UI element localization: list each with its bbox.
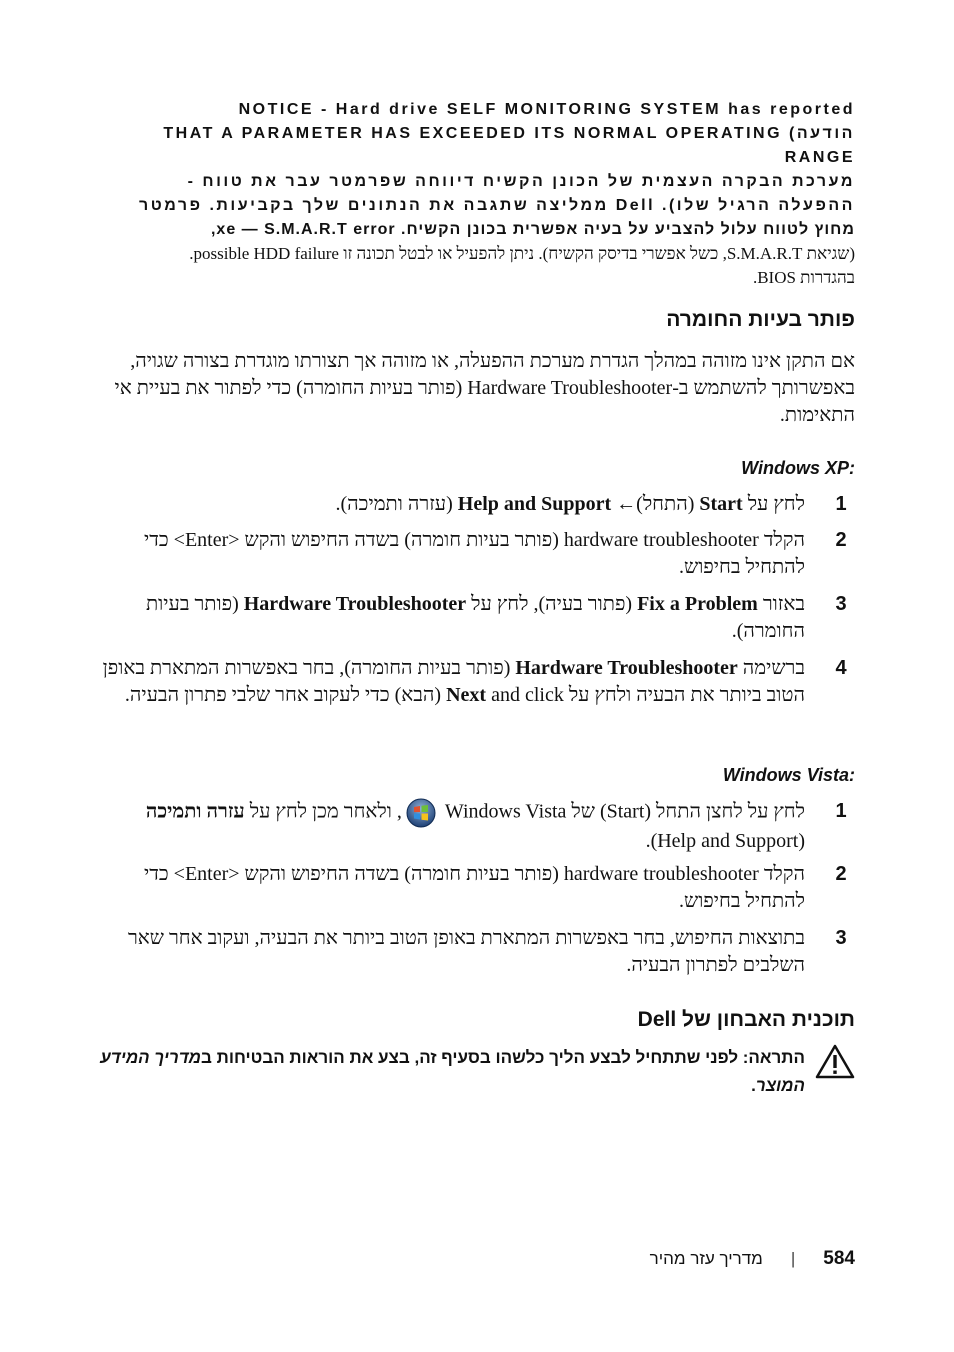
xp-step-1 — [98, 491, 855, 518]
hardware-troubleshooter-list-label: Hardware Troubleshooter — [515, 657, 738, 679]
step-text: לחץ על לחצן התחל (Start) של Windows Vista , ולאחר מכן לחץ על עזרה ותמיכה (Help and Support). — [98, 798, 805, 855]
caution-block — [98, 1044, 855, 1100]
step-text: הקלד hardware troubleshooter (פותר בעיות חומרה) בשדה החיפוש והקש <Enter> כדי להתחיל בחיפוש. — [144, 863, 805, 912]
vista-step-3 — [98, 925, 855, 979]
notice-block — [98, 98, 855, 290]
notice-line-5: מחוץ לטווח עלול להצביע על בעיה אפשרית בכונן הקשיח. xe — S.M.A.R.T error, — [210, 221, 855, 238]
step-number: 4 — [835, 657, 847, 679]
windows-vista-start-icon — [406, 798, 436, 828]
notice-line-1: NOTICE - Hard drive SELF MONITORING SYSTEM has reported — [238, 101, 855, 118]
help-support-label: Help and Support — [457, 493, 612, 515]
step-text: ברשימה Hardware Troubleshooter (פותר בעיות החומרה), בחר באפשרות המתארת באופן הטוב ביותר את הבעיה ולחץ על Next and click (הבא) כדי לעקוב אחר שלבי פתרון הבעיה. — [102, 657, 805, 706]
footer-separator: | — [790, 1249, 796, 1268]
hardware-troubleshooter-intro: אם התקן אינו מזוהה במהלך הגדרת מערכת ההפעלה, או מזוהה אך תצורתו מוגדרת בצורה שגויה, באפשרותך להשתמש ב-Hardware Troubleshooter (פותר בעיות החומרה) כדי לפתור את בעיית אי התאימות. — [114, 350, 855, 426]
step-text: באזור Fix a Problem (פתור בעיה), לחץ על Hardware Troubleshooter (פותר בעיות החומרה). — [145, 593, 805, 642]
guide-title: מדריך עזר מהיר — [649, 1249, 763, 1268]
step-text: לחץ על Start (התחל)← Help and Support (עזרה ותמיכה). — [335, 493, 805, 515]
notice-line-6: (שגיאת S.M.A.R.T, כשל אפשרי בדיסק הקשיח). ניתן להפעיל או לבטל תכונה זו possible HDD failure. — [189, 244, 855, 263]
hardware-troubleshooter-heading: פותר בעיות החומרה — [666, 308, 855, 331]
step-text: הקלד hardware troubleshooter (פותר בעיות חומרה) בשדה החיפוש והקש <Enter> כדי להתחיל בחיפוש. — [144, 529, 805, 578]
notice-line-3: מערכת הבקרה העצמית של הכונן הקשיח דיווחה שפרמטר עבר את טווח - — [187, 173, 855, 190]
notice-line-7: בהגדרות BIOS. — [752, 268, 855, 287]
page-number: 584 — [823, 1248, 855, 1269]
step-number: 1 — [835, 493, 847, 515]
windows-vista-heading: :Windows Vista — [722, 765, 855, 785]
notice-line-2: הודעה) THAT A PARAMETER HAS EXCEEDED ITS NORMAL OPERATING RANGE — [163, 125, 855, 166]
product-info-guide: מדריך המידע המוצר — [100, 1048, 805, 1095]
warning-triangle-icon — [815, 1044, 855, 1080]
page-footer — [98, 1246, 855, 1272]
xp-step-2 — [98, 527, 855, 581]
fix-problem-label: Fix a Problem — [637, 593, 758, 615]
xp-step-4 — [98, 655, 855, 709]
next-label: Next — [446, 684, 487, 706]
step-number: 1 — [835, 800, 847, 822]
notice-line-4: ההפעלה הרגיל שלו). Dell ממליצה שתגבה את הנתונים שלך בקביעות. פרמטר — [139, 197, 855, 214]
windows-xp-heading: :Windows XP — [741, 458, 855, 478]
step-text: בתוצאות החיפוש, בחר באפשרות המתארת באופן הטוב ביותר את הבעיה, ועקוב אחר שאר השלבים לפתרון הבעיה. — [127, 927, 805, 976]
xp-step-3 — [98, 591, 855, 645]
caution-text: התראה: לפני שתתחיל לבצע הליך כלשהו בסעיף זה, בצע את הוראות הבטיחות במדריך המידע המוצר. — [100, 1048, 805, 1095]
dell-diagnostics-heading: תוכנית האבחון של Dell — [637, 1008, 855, 1031]
step-number: 2 — [835, 529, 847, 551]
step-number: 3 — [835, 927, 847, 949]
caution-label: התראה: — [742, 1048, 805, 1067]
start-label: Start — [699, 493, 743, 515]
vista-step-1 — [98, 798, 855, 855]
hardware-troubleshooter-label: Hardware Troubleshooter — [243, 593, 467, 615]
vista-step-2 — [98, 861, 855, 915]
step-number: 2 — [835, 863, 847, 885]
help-support-hebrew-label: עזרה ותמיכה — [145, 800, 245, 823]
step-number: 3 — [835, 593, 847, 615]
